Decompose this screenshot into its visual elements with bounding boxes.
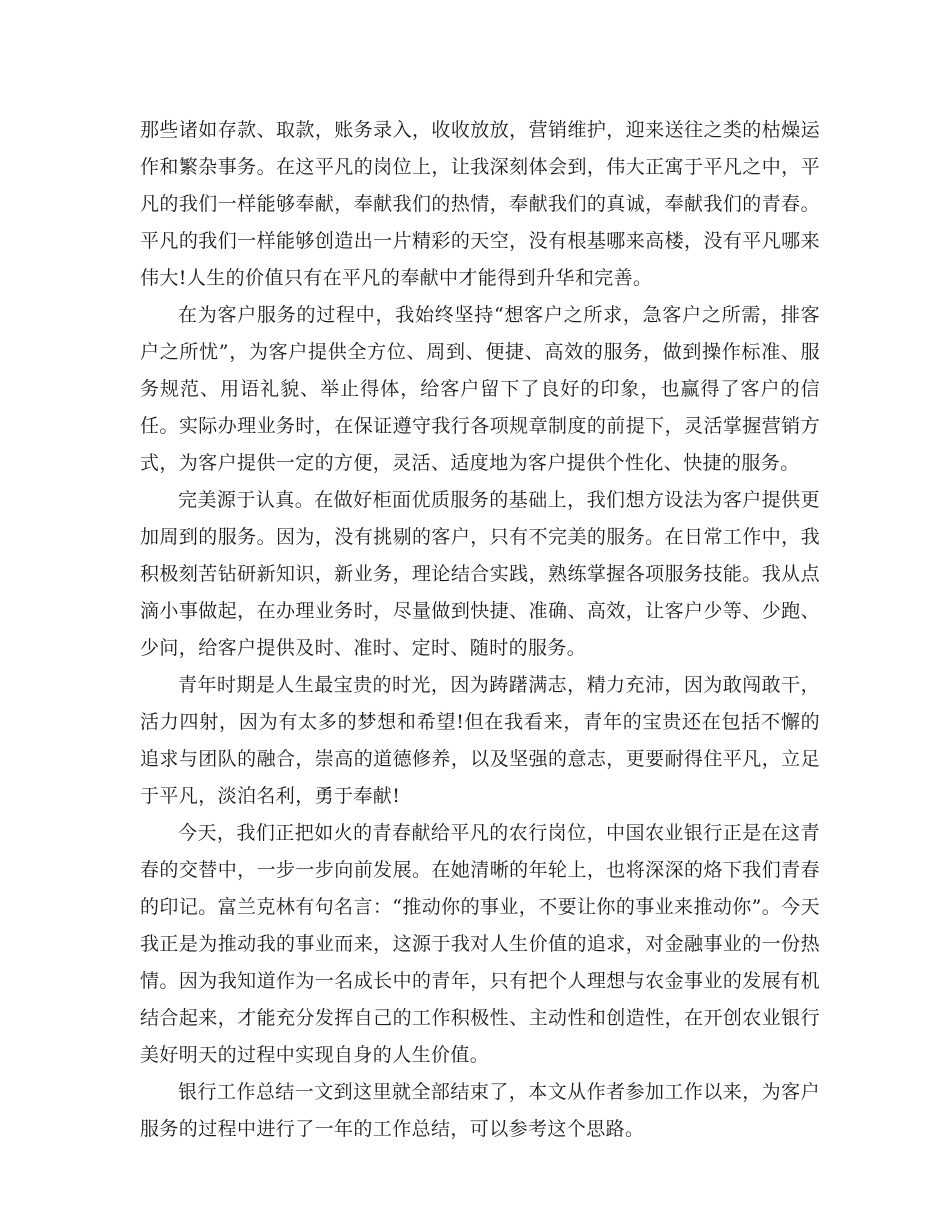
- document-body: [140, 112, 820, 1148]
- paragraph-5: 今天，我们正把如火的青春献给平凡的农行岗位，中国农业银行正是在这青春的交替中，一步一步向前发展。在她清晰的年轮上，也将深深的烙下我们青春的印记。富兰克林有句名言：“推动你的事业，不要让你的事业来推动你”。今天我正是为推动我的事业而来，这源于我对人生价值的追求，对金融事业的一份热情。因为我知道作为一名成长中的青年，只有把个人理想与农金事业的发展有机结合起来，才能充分发挥自己的工作积极性、主动性和创造性，在开创农业银行美好明天的过程中实现自身的人生价值。: [140, 822, 820, 1066]
- paragraph-1: 那些诸如存款、取款，账务录入，收收放放，营销维护，迎来送往之类的枯燥运作和繁杂事务。在这平凡的岗位上，让我深刻体会到，伟大正寓于平凡之中，平凡的我们一样能够奉献，奉献我们的热情，奉献我们的真诚，奉献我们的青春。平凡的我们一样能够创造出一片精彩的天空，没有根基哪来高楼，没有平凡哪来伟大!人生的价值只有在平凡的奉献中才能得到升华和完善。: [140, 119, 820, 289]
- paragraph-3: 完美源于认真。在做好柜面优质服务的基础上，我们想方设法为客户提供更加周到的服务。因为，没有挑剔的客户，只有不完美的服务。在日常工作中，我积极刻苦钻研新知识，新业务，理论结合实践，熟练掌握各项服务技能。我从点滴小事做起，在办理业务时，尽量做到快捷、准确、高效，让客户少等、少跑、少问，给客户提供及时、准时、定时、随时的服务。: [140, 489, 820, 659]
- paragraph-2: 在为客户服务的过程中，我始终坚持“想客户之所求，急客户之所需，排客户之所忧”，为客户提供全方位、周到、便捷、高效的服务，做到操作标准、服务规范、用语礼貌、举止得体，给客户留下了良好的印象，也赢得了客户的信任。实际办理业务时，在保证遵守我行各项规章制度的前提下，灵活掌握营销方式，为客户提供一定的方便，灵活、适度地为客户提供个性化、快捷的服务。: [140, 304, 820, 474]
- paragraph-6: 银行工作总结一文到这里就全部结束了，本文从作者参加工作以来，为客户服务的过程中进行了一年的工作总结，可以参考这个思路。: [140, 1081, 820, 1140]
- paragraph-4: 青年时期是人生最宝贵的时光，因为踌躇满志，精力充沛，因为敢闯敢干，活力四射，因为有太多的梦想和希望!但在我看来，青年的宝贵还在包括不懈的追求与团队的融合，崇高的道德修养，以及坚强的意志，更要耐得住平凡，立足于平凡，淡泊名利，勇于奉献!: [140, 674, 820, 807]
